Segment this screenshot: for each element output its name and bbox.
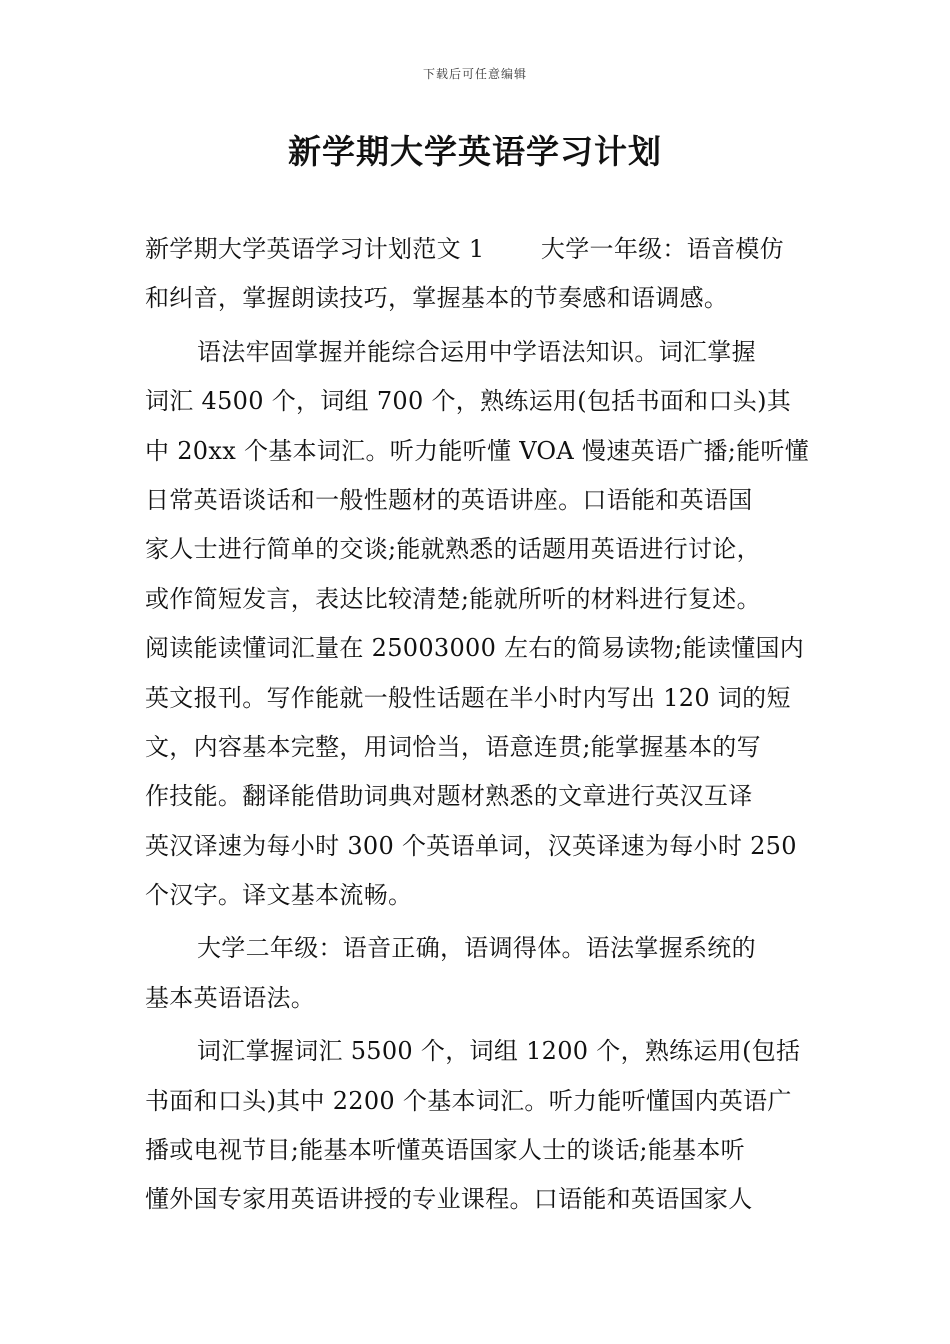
body-line: 中 20xx 个基本词汇。听力能听懂 VOA 慢速英语广播;能听懂 [145, 436, 810, 465]
body-line: 懂外国专家用英语讲授的专业课程。口语能和英语国家人 [145, 1185, 753, 1214]
header-note: 下载后可任意编辑 [422, 67, 527, 81]
body-line: 英汉译速为每小时 300 个英语单词，汉英译速为每小时 250 [145, 831, 797, 860]
body-line: 大学二年级：语音正确，语调得体。语法掌握系统的 [197, 934, 756, 963]
body-line: 基本英语语法。 [145, 983, 316, 1012]
body-line: 新学期大学英语学习计划范文 1 大学一年级：语音模仿 [145, 235, 784, 263]
document-title: 新学期大学英语学习计划 [288, 132, 662, 171]
body-line: 词汇 4500 个，词组 700 个，熟练运用(包括书面和口头)其 [145, 387, 792, 416]
body-line: 英文报刊。写作能就一般性话题在半小时内写出 120 词的短 [145, 683, 791, 712]
body-line: 和纠音，掌握朗读技巧，掌握基本的节奏感和语调感。 [145, 284, 729, 313]
body-line: 播或电视节目;能基本听懂英语国家人士的谈话;能基本听 [145, 1136, 745, 1165]
body-line: 家人士进行简单的交谈;能就熟悉的话题用英语进行讨论， [145, 535, 761, 564]
body-line: 个汉字。译文基本流畅。 [145, 881, 413, 910]
body-line: 日常英语谈话和一般性题材的英语讲座。口语能和英语国 [145, 485, 753, 514]
body-line: 作技能。翻译能借助词典对题材熟悉的文章进行英汉互译 [145, 782, 753, 811]
body-line: 语法牢固掌握并能综合运用中学语法知识。词汇掌握 [197, 337, 756, 366]
body-line: 文，内容基本完整，用词恰当，语意连贯;能掌握基本的写 [145, 732, 761, 761]
body-line: 书面和口头)其中 2200 个基本词汇。听力能听懂国内英语广 [145, 1086, 792, 1115]
body-line: 或作简短发言，表达比较清楚;能就所听的材料进行复述。 [145, 584, 761, 613]
body-line: 词汇掌握词汇 5500 个，词组 1200 个，熟练运用(包括 [197, 1037, 801, 1066]
body-line: 阅读能读懂词汇量在 25003000 左右的简易读物;能读懂国内 [145, 634, 805, 663]
document-body [145, 225, 810, 1225]
